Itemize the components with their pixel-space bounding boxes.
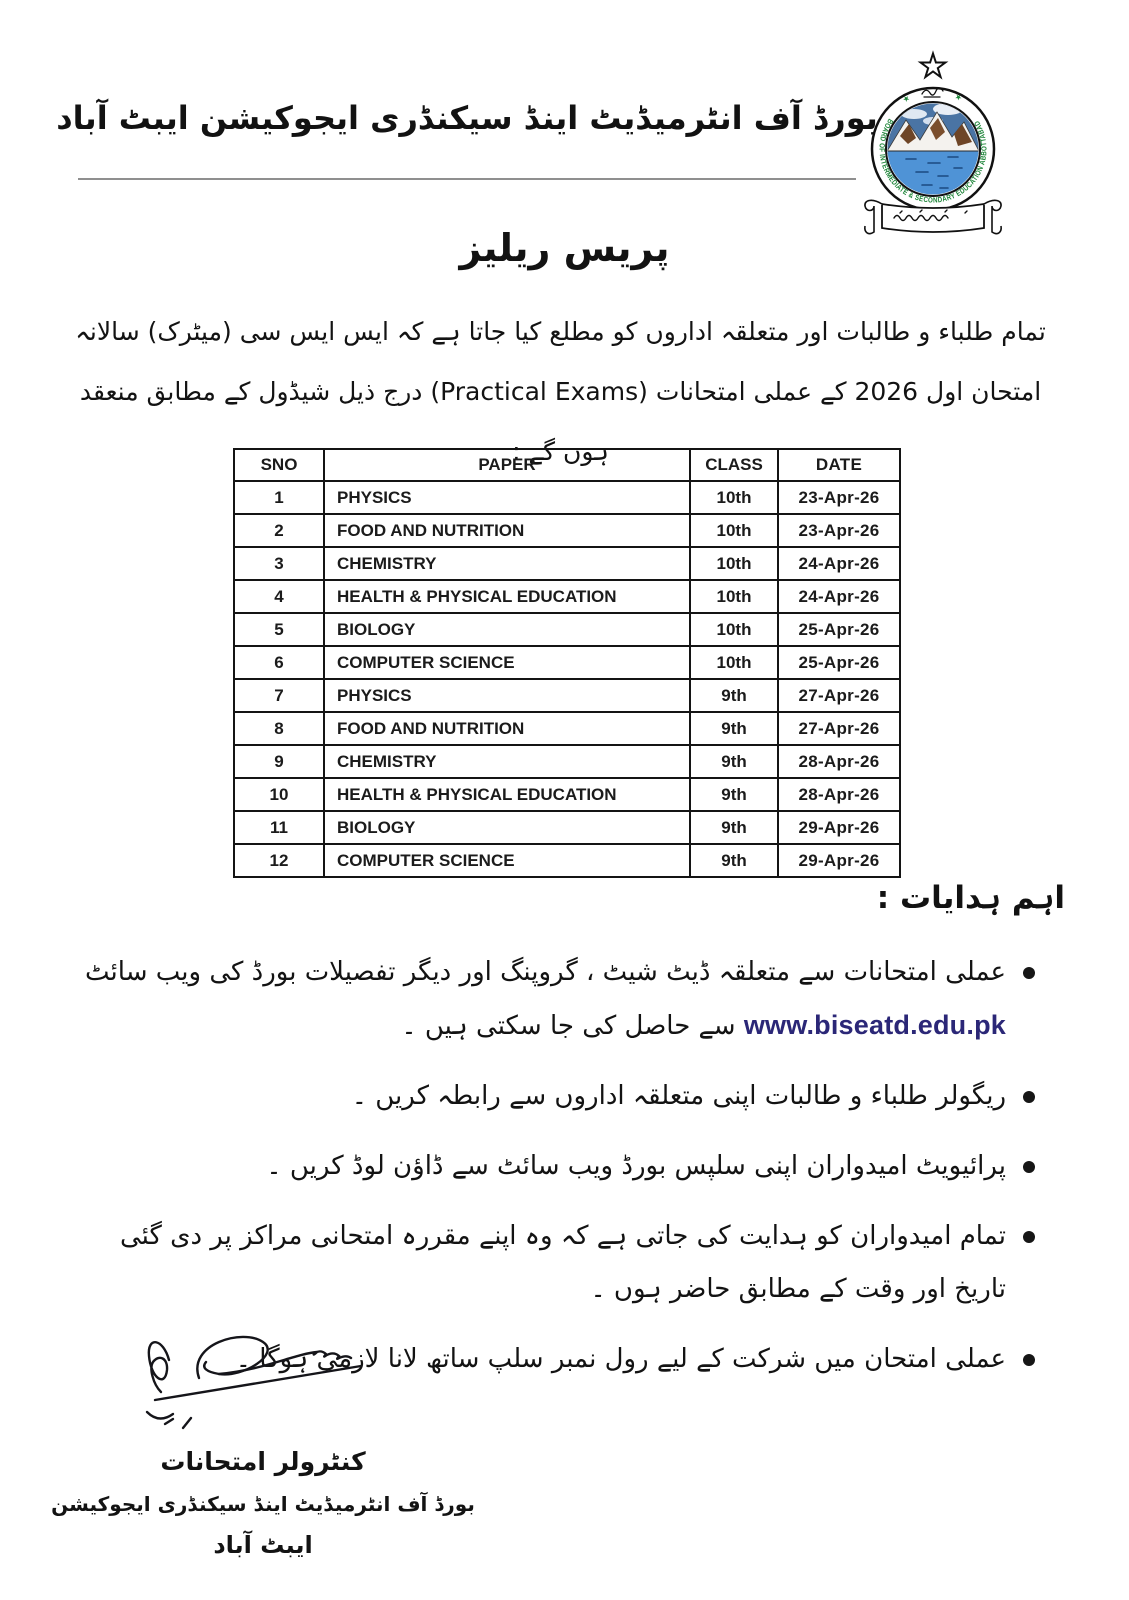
logo-ring-star-right-icon: ★	[952, 91, 964, 103]
table-row	[234, 547, 900, 580]
bullet-dot-icon	[1023, 1231, 1035, 1243]
bullet-dot-icon	[1023, 1091, 1035, 1103]
column-header-class: CLASS	[690, 449, 778, 481]
cell-paper: COMPUTER SCIENCE	[324, 844, 690, 877]
cell-class: 9th	[690, 679, 778, 712]
signatory-organization: بورڈ آف انٹرمیڈیٹ اینڈ سیکنڈری ایجوکیشن	[51, 1492, 475, 1516]
signatory-designation: کنٹرولر امتحانات	[160, 1447, 366, 1476]
table-row	[234, 811, 900, 844]
cell-paper: HEALTH & PHYSICAL EDUCATION	[324, 580, 690, 613]
list-item	[70, 946, 1035, 1053]
cell-date: 28-Apr-26	[778, 745, 900, 778]
cell-class: 9th	[690, 811, 778, 844]
table-row	[234, 646, 900, 679]
cell-class: 10th	[690, 514, 778, 547]
cell-sno: 3	[234, 547, 324, 580]
cell-date: 24-Apr-26	[778, 580, 900, 613]
instruction-text-after-url: سے حاصل کی جا سکتی ہیں ۔	[401, 1011, 736, 1041]
exam-schedule-table	[233, 448, 901, 878]
cell-paper: FOOD AND NUTRITION	[324, 514, 690, 547]
cell-sno: 10	[234, 778, 324, 811]
instruction-text: عملی امتحان میں شرکت کے لیے رول نمبر سلپ ساتھ لانا لازمی ہوگا ۔	[235, 1344, 1006, 1374]
cell-class: 10th	[690, 613, 778, 646]
cell-paper: PHYSICS	[324, 679, 690, 712]
cell-paper: BIOLOGY	[324, 613, 690, 646]
table-row	[234, 712, 900, 745]
cell-paper: COMPUTER SCIENCE	[324, 646, 690, 679]
bullet-dot-icon	[1023, 1161, 1035, 1173]
cell-paper: FOOD AND NUTRITION	[324, 712, 690, 745]
table-row	[234, 580, 900, 613]
cell-paper: BIOLOGY	[324, 811, 690, 844]
instructions-heading: اہم ہدایات :	[876, 880, 1065, 916]
signatory-city: ایبٹ آباد	[213, 1531, 313, 1559]
board-logo-emblem	[850, 50, 1016, 246]
instruction-text: ریگولر طلباء و طالبات اپنی متعلقہ اداروں سے رابطہ کریں ۔	[351, 1081, 1006, 1111]
column-header-paper: PAPER	[324, 449, 690, 481]
logo-ring-text: BOARD OF INTERMEDIATE & SECONDARY EDUCATION ABBOTTABAD	[877, 117, 989, 205]
table-row	[234, 778, 900, 811]
cell-class: 9th	[690, 778, 778, 811]
cell-date: 27-Apr-26	[778, 679, 900, 712]
cell-date: 29-Apr-26	[778, 811, 900, 844]
cell-date: 28-Apr-26	[778, 778, 900, 811]
cell-date: 25-Apr-26	[778, 613, 900, 646]
org-title: بورڈ آف انٹرمیڈیٹ اینڈ سیکنڈری ایجوکیشن ایبٹ آباد	[56, 99, 878, 137]
cell-sno: 7	[234, 679, 324, 712]
intro-paragraph: تمام طلباء و طالبات اور متعلقہ اداروں کو مطلع کیا جاتا ہے کہ ایس ایس سی (میٹرک) سالانہ امتحان اول 2026 کے عملی امتحانات (Practical Exams) درج ذیل شیڈول کے مطابق منعقد ہوں گے :	[75, 317, 1046, 466]
cell-class: 10th	[690, 481, 778, 514]
cell-paper: CHEMISTRY	[324, 745, 690, 778]
table-row	[234, 514, 900, 547]
cell-sno: 9	[234, 745, 324, 778]
signature-block	[48, 1326, 478, 1566]
cell-class: 10th	[690, 580, 778, 613]
cell-class: 9th	[690, 844, 778, 877]
cell-sno: 2	[234, 514, 324, 547]
cell-class: 10th	[690, 646, 778, 679]
list-item	[70, 1070, 1035, 1123]
instruction-text: پرائیویٹ امیدواران اپنی سلپس بورڈ ویب سائٹ سے ڈاؤن لوڈ کریں ۔	[266, 1151, 1006, 1181]
table-row	[234, 679, 900, 712]
instruction-text	[70, 946, 1006, 1053]
cell-sno: 1	[234, 481, 324, 514]
table-row	[234, 613, 900, 646]
cell-sno: 12	[234, 844, 324, 877]
cell-paper: HEALTH & PHYSICAL EDUCATION	[324, 778, 690, 811]
cell-class: 10th	[690, 547, 778, 580]
instruction-text: تمام امیدواران کو ہدایت کی جاتی ہے کہ وہ اپنے مقررہ امتحانی مراکز پر دی گئی تاریخ اور وقت کے مطابق حاضر ہوں ۔	[119, 1221, 1006, 1304]
table-row	[234, 844, 900, 877]
website-link[interactable]: www.biseatd.edu.pk	[743, 1010, 1006, 1040]
cell-sno: 8	[234, 712, 324, 745]
cell-date: 25-Apr-26	[778, 646, 900, 679]
cell-date: 29-Apr-26	[778, 844, 900, 877]
column-header-sno: SNO	[234, 449, 324, 481]
logo-ring-star-left-icon: ★	[900, 93, 912, 105]
org-header	[56, 58, 878, 180]
instruction-text-before-url: عملی امتحانات سے متعلقہ ڈیٹ شیٹ ، گروپنگ اور دیگر تفصیلات بورڈ کی ویب سائٹ	[85, 957, 1006, 987]
list-item	[70, 1140, 1035, 1193]
cell-date: 23-Apr-26	[778, 514, 900, 547]
cell-paper: CHEMISTRY	[324, 547, 690, 580]
table-row	[234, 481, 900, 514]
board-logo	[850, 50, 1016, 246]
cell-sno: 5	[234, 613, 324, 646]
table-row	[234, 745, 900, 778]
cell-sno: 4	[234, 580, 324, 613]
cell-date: 23-Apr-26	[778, 481, 900, 514]
signature-handwriting	[103, 1326, 423, 1444]
logo-star-icon	[921, 54, 946, 78]
bullet-dot-icon	[1023, 1354, 1035, 1366]
cell-class: 9th	[690, 712, 778, 745]
cell-paper: PHYSICS	[324, 481, 690, 514]
page-title: پریس ریلیز	[459, 226, 670, 270]
bullet-dot-icon	[1023, 967, 1035, 979]
cell-date: 24-Apr-26	[778, 547, 900, 580]
column-header-date: DATE	[778, 449, 900, 481]
cell-sno: 6	[234, 646, 324, 679]
cell-class: 9th	[690, 745, 778, 778]
table-header-row	[234, 449, 900, 481]
cell-date: 27-Apr-26	[778, 712, 900, 745]
cell-sno: 11	[234, 811, 324, 844]
list-item	[70, 1210, 1035, 1316]
